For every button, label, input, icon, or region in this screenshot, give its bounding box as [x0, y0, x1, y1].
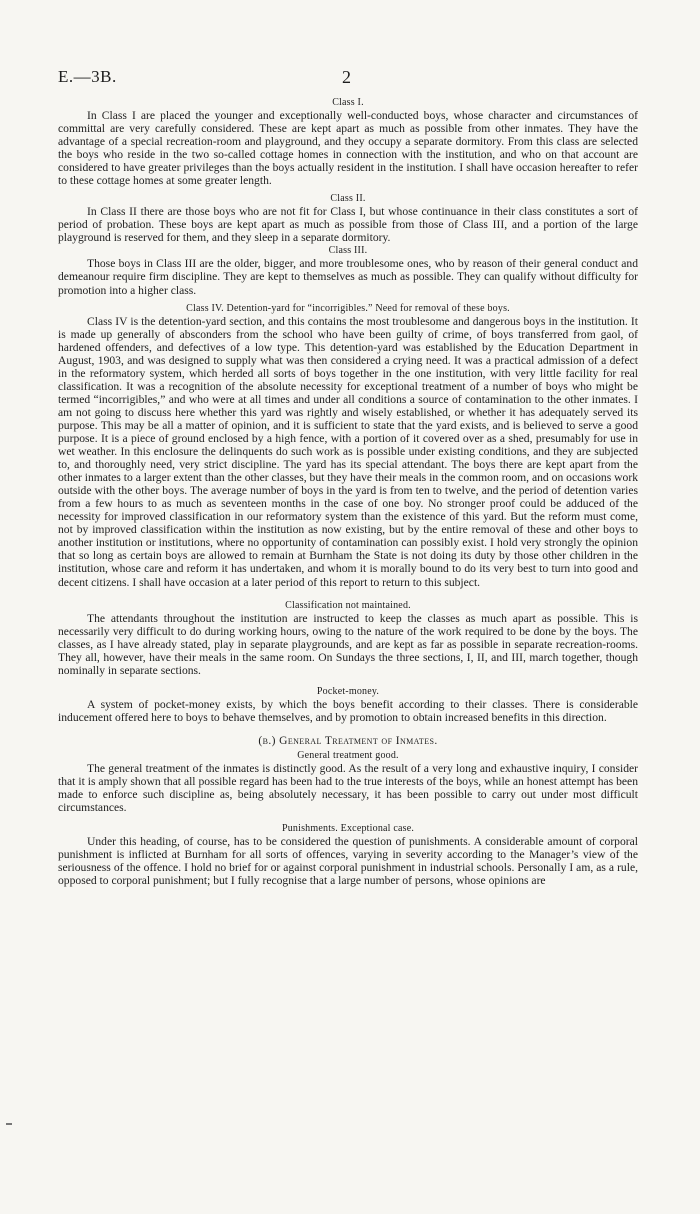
paragraph-classification: The attendants throughout the institution are instructed to keep the classes as much apart as possible. This is necessarily very difficult to do during working hours, owing to the nature of the work required to be done by the boys. The classes, as I have already stated, play in separate playgrounds, and are kept as far as possible in separate recreation-rooms. They all, however, have their meals in the same room. On Sundays the three sections, I, II, and III, march together, though nominally in separate sections.	[58, 611, 638, 677]
margin-mark	[6, 1123, 12, 1125]
document-reference: E.—3B.	[58, 67, 117, 86]
section-heading-class-4: Class IV. Detention-yard for “incorrigibles.” Need for removal of these boys.	[186, 302, 510, 314]
section-heading-pocket-money: Pocket-money.	[316, 685, 380, 697]
page-header	[58, 67, 642, 89]
main-heading-general-treatment: (b.) General Treatment of Inmates.	[258, 734, 438, 747]
paragraph-class-1: In Class I are placed the younger and exceptionally well-conducted boys, whose character and circumstances of committal are very carefully considered. These are kept apart as much as possible from other inmates. They have the advantage of a special recreation-room and playground, and they occupy a separate dormitory. From this class are selected the boys who reside in the two so-called cottage homes in connection with the institution, and who on that account are considered to have greater privileges than the boys actually resident in the institution. I shall have occasion hereafter to refer to these cottage homes at some greater length.	[58, 109, 638, 188]
section-heading-classification: Classification not maintained.	[285, 599, 411, 611]
paragraph-pocket-money: A system of pocket-money exists, by which the boys benefit according to their classes. There is considerable inducement offered here to boys to behave themselves, and by promotion to obtain increased benefits in this direction.	[58, 697, 638, 724]
paragraph-class-2: In Class II there are those boys who are not fit for Class I, but whose continuance in their class constitutes a sort of period of probation. These boys are kept apart as much as possible from those of Class III, and a portion of the large playground is reserved for them, and they sleep in a separate dormitory.	[58, 205, 638, 245]
section-heading-punishments: Punishments. Exceptional case.	[281, 823, 415, 835]
paragraph-punishments: Under this heading, of course, has to be considered the question of punishments. A considerable amount of corporal punishment is inflicted at Burnham for all sorts of offences, varying in severity according to the Manager’s view of the seriousness of the offence. I hold no brief for or against corporal punishment in industrial schools. Personally I am, as a rule, opposed to corporal punishment; but I fully recognise that a large number of persons, whose opinions are	[58, 835, 638, 888]
section-heading-general-treatment: General treatment good.	[297, 749, 399, 761]
document-body	[58, 96, 638, 887]
section-heading-class-2: Class II.	[330, 193, 366, 205]
paragraph-general-treatment: The general treatment of the inmates is distinctly good. As the result of a very long and exhaustive inquiry, I consider that it is amply shown that all possible regard has been had to the true interests of the boys, while an honest attempt has been made to enforce such discipline as, being absolutely necessary, it has been possible to carry out under most difficult circumstances.	[58, 761, 638, 815]
page-number: 2	[342, 67, 351, 87]
section-heading-class-3: Class III.	[328, 245, 368, 257]
paragraph-class-3: Those boys in Class III are the older, bigger, and more troublesome ones, who by reason of their general conduct and demeanour require firm discipline. They are kept to themselves as much as possible. They can qualify without difficulty for promotion into a higher class.	[58, 257, 638, 297]
section-heading-class-1: Class I.	[332, 97, 364, 108]
paragraph-class-4: Class IV is the detention-yard section, and this contains the most troublesome and dangerous boys in the institution. It is made up generally of absconders from the school who have been guilty of crime, of boys transferred from gaol, of hardened offenders, and defectives of a low type. This detention-yard was established by the Education Department in August, 1903, and was designed to supply what was then considered a crying need. It was a practical admission of a defect in the reformatory system, which herded all sorts of boys together in the one institution, with very little facility for real classification. It was a recognition of the absolute necessity for exceptional treatment of a number of boys who might be termed “incorrigibles,” and who were at all times and under all conditions a source of contamination to the other inmates. I am not going to discuss here whether this yard was rightly and wisely established, or whether it has adequately served its purpose. This may be all a matter of opinion, and it is sufficient to state that the yard exists, and is believed to serve a good purpose. It is a piece of ground enclosed by a high fence, with a portion of it covered over as a shed, presumably for use in wet weather. In this enclosure the delinquents do such work as is possible under existing conditions, and they are subjected to, and thoroughly need, very strict discipline. The yard has its special attendant. The boys there are kept apart from the other inmates to a larger extent than the other classes, but they have their meals in the common room, and on occasions work outside with the other boys. The average number of boys in the yard is from ten to twelve, and the period of detention varies from a few hours to as much as seventeen months in the case of one boy. No stronger proof could be adduced of the necessity for improved classification in our reformatory system than the existence of this yard. But the reform must come, not by improved classification within the institution as now existing, but by the entire removal of these and other boys to another institution or institutions, where no opportunity of contamination can possibly exist. I hold very strongly the opinion that so long as certain boys are allowed to remain at Burnham the State is not doing its duty by those other children in the institution, whose care and reform it has undertaken, and whom it is morally bound to do its very best to turn into good and decent citizens. I shall have occasion at a later period of this report to return to this subject.	[58, 314, 638, 589]
